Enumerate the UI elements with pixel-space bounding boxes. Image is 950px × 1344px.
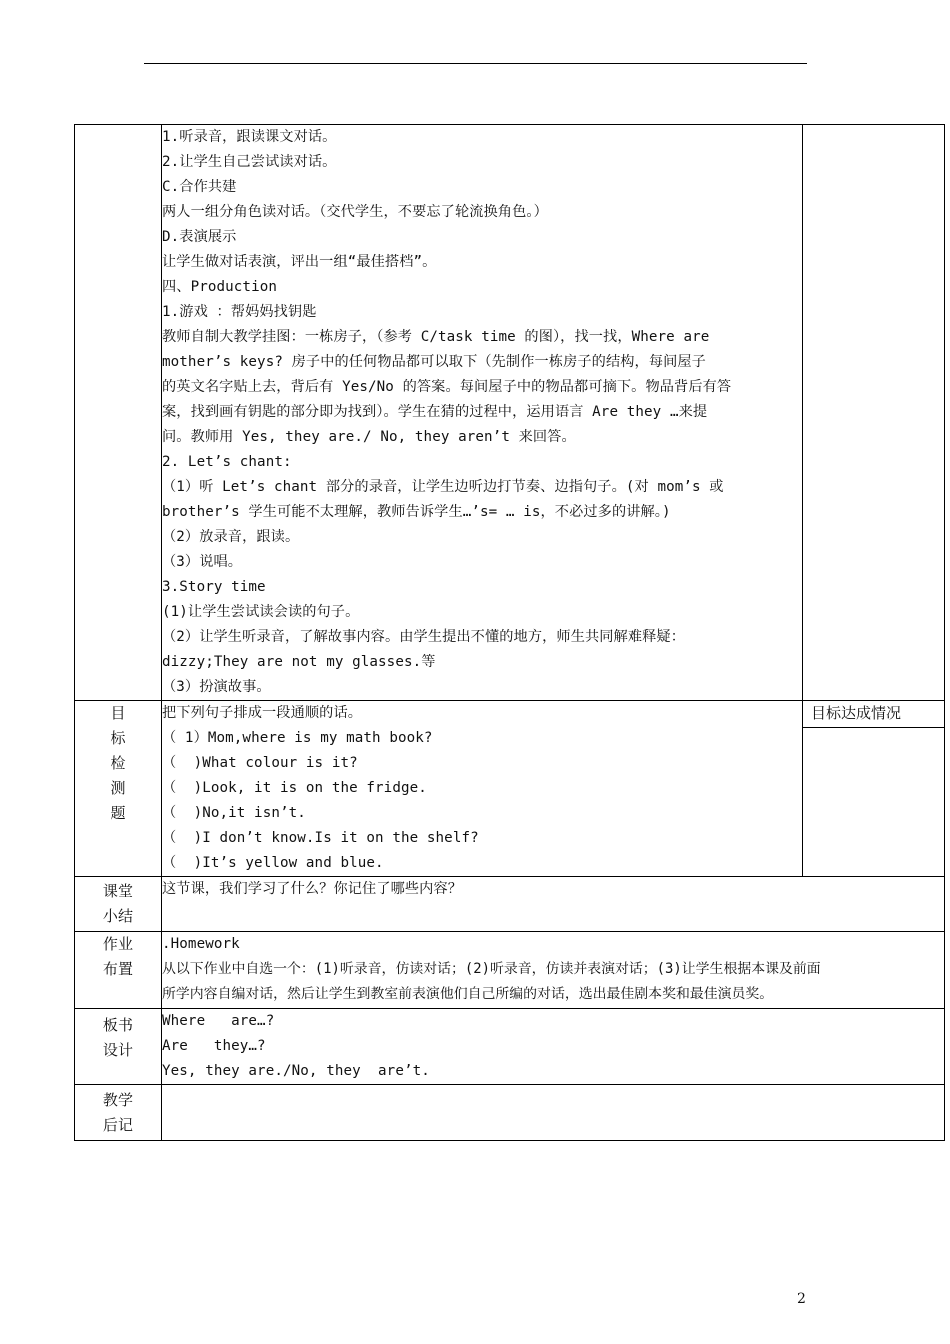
summary-text: 这节课，我们学习了什么？你记住了哪些内容？ [162,881,463,897]
summary-content [162,877,945,932]
process-line: 两人一组分角色读对话。（交代学生，不要忘了轮流换角色。） [162,204,548,220]
process-line: 四、Production [162,279,277,295]
process-line: （2）让学生听录音，了解故事内容。由学生提出不懂的地方，师生共同解难释疑： [162,629,685,645]
board-design-label: 板书 设计 [75,1009,162,1085]
process-line: brother’s 学生可能不太理解，教师告诉学生…’s= … is，不必过多的讲解。) [162,504,671,520]
process-line: C.合作共建 [162,179,237,195]
target-result-cell [803,701,945,877]
process-content [162,125,803,701]
target-test-content [162,701,803,877]
lesson-plan-table [74,124,945,1141]
homework-line: 所学内容自编对话，然后让学生到教室前表演他们自己所编的对话，选出最佳剧本奖和最佳演员奖。 [162,986,774,1002]
process-row [75,125,945,701]
board-design-content [162,1009,945,1085]
process-line: （3）扮演故事。 [162,679,271,695]
process-line: 2. Let’s chant: [162,454,292,470]
board-line: Are they…? [162,1038,266,1054]
target-test-row [75,701,945,877]
reflection-label: 教学 后记 [75,1085,162,1141]
process-line: 问。教师用 Yes, they are./ No, they aren’t 来回答。 [162,429,576,445]
board-design-row [75,1009,945,1085]
process-notes-cell [803,125,945,701]
test-instruction: 把下列句子排成一段通顺的话。 [162,705,363,721]
process-line: 教师自制大教学挂图：一栋房子，（参考 C/task time 的图），找一找，Where are [162,329,710,345]
target-result-header: 目标达成情况 [803,701,944,728]
process-line: mother’s keys? 房子中的任何物品都可以取下（先制作一栋房子的结构，每间屋子 [162,354,706,370]
process-label-cell [75,125,162,701]
board-line: Yes, they are./No, they are’t. [162,1063,430,1079]
test-sentence: （ )No,it isn’t. [162,805,306,821]
process-line: 1.游戏 ：帮妈妈找钥匙 [162,304,317,320]
process-line: （3）说唱。 [162,554,243,570]
summary-row [75,877,945,932]
header-rule [144,63,807,64]
homework-line: .Homework [162,936,240,952]
process-line: 让学生做对话表演，评出一组“最佳搭档”。 [162,254,437,270]
process-line: dizzy;They are not my glasses.等 [162,654,436,670]
test-sentence: （ )I don’t know.Is it on the shelf? [162,830,479,846]
homework-label: 作业 布置 [75,932,162,1009]
homework-content [162,932,945,1009]
process-line: (1)让学生尝试读会读的句子。 [162,604,360,620]
process-line: 案，找到画有钥匙的部分即为找到）。学生在猜的过程中，运用语言 Are they …来提 [162,404,708,420]
process-line: （1）听 Let’s chant 部分的录音，让学生边听边打节奏、边指句子。(对 mom’s 或 [162,479,724,495]
homework-row [75,932,945,1009]
test-sentence: （ )Look, it is on the fridge. [162,780,427,796]
homework-line: 从以下作业中自选一个：(1)听录音，仿读对话；(2)听录音，仿读并表演对话；(3)让学生根据本课及前面 [162,961,821,977]
reflection-row [75,1085,945,1141]
test-sentence: （ 1）Mom,where is my math book? [162,730,433,746]
test-sentence: （ )It’s yellow and blue. [162,855,384,871]
page-number: 2 [797,1291,806,1307]
board-line: Where are…? [162,1013,275,1029]
process-line: 3.Story time [162,579,266,595]
process-line: 1.听录音，跟读课文对话。 [162,129,337,145]
test-sentence: （ )What colour is it? [162,755,358,771]
process-line: 的英文名字贴上去，背后有 Yes/No 的答案。每间屋子中的物品都可摘下。物品背后有答 [162,379,732,395]
process-line: D.表演展示 [162,229,237,245]
reflection-content [162,1085,945,1141]
summary-label: 课堂 小结 [75,877,162,932]
target-test-label: 目 标 检 测 题 [75,701,162,877]
process-line: 2.让学生自己尝试读对话。 [162,154,337,170]
process-line: （2）放录音，跟读。 [162,529,300,545]
